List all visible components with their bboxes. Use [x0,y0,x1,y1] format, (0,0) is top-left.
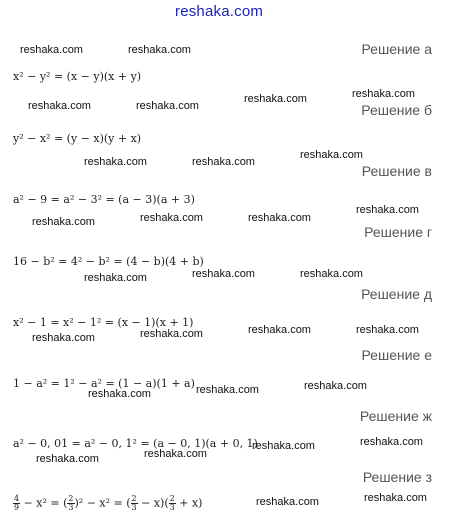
equation-part: − x)( [141,496,169,510]
equation-d: x² − 1 = x² − 1² = (x − 1)(x + 1) [13,316,194,329]
solution-label-b: Решение б [361,102,432,118]
watermark: reshaka.com [140,212,203,224]
equation-z [13,495,202,512]
watermark: reshaka.com [360,436,423,448]
fraction: $\frac{4}{9}$ [14,494,20,512]
solution-label-d: Решение д [361,286,432,302]
watermark: reshaka.com [256,496,319,508]
watermark: reshaka.com [36,453,99,465]
equation-part: − x² = ( [23,496,68,510]
watermark: reshaka.com [248,212,311,224]
watermark: reshaka.com [88,388,151,400]
watermark: reshaka.com [28,100,91,112]
fraction: $\frac{2}{3}$ [68,494,74,512]
equation-v: a² − 9 = a² − 3² = (a − 3)(a + 3) [13,193,195,206]
watermark: reshaka.com [84,156,147,168]
equation-e: 1 − a² = 1² − a² = (1 − a)(1 + a) [13,377,195,390]
solution-label-v: Решение в [361,163,432,179]
watermark: reshaka.com [364,492,427,504]
watermark: reshaka.com [20,44,83,56]
solution-label-a: Решение а [361,41,432,57]
watermark: reshaka.com [304,380,367,392]
solution-label-z: Решение з [362,469,432,485]
watermark: reshaka.com [84,272,147,284]
equation-g: 16 − b² = 4² − b² = (4 − b)(4 + b) [13,255,204,268]
watermark: reshaka.com [300,149,363,161]
solution-label-g: Решение г [364,224,432,240]
solution-label-zh: Решение ж [359,408,432,424]
site-logo[interactable]: reshaka.com [175,3,264,20]
equation-b: y² − x² = (y − x)(y + x) [13,132,142,145]
fraction: $\frac{2}{3}$ [169,494,175,512]
equation-part: )² − x² = ( [74,496,131,510]
equation-a: x² − y² = (x − y)(x + y) [13,70,142,83]
fraction: $\frac{2}{3}$ [131,494,137,512]
watermark: reshaka.com [192,268,255,280]
watermark: reshaka.com [356,324,419,336]
watermark: reshaka.com [144,448,207,460]
watermark: reshaka.com [140,328,203,340]
equation-zh: a² − 0, 01 = a² − 0, 1² = (a − 0, 1)(a + 0, 1) [13,437,258,450]
watermark: reshaka.com [248,324,311,336]
watermark: reshaka.com [136,100,199,112]
watermark: reshaka.com [252,440,315,452]
watermark: reshaka.com [196,384,259,396]
watermark: reshaka.com [244,93,307,105]
watermark: reshaka.com [32,332,95,344]
watermark: reshaka.com [192,156,255,168]
equation-part: + x) [179,496,203,510]
watermark: reshaka.com [356,204,419,216]
watermark: reshaka.com [32,216,95,228]
watermark: reshaka.com [352,88,415,100]
watermark: reshaka.com [300,268,363,280]
solution-label-e: Решение е [361,347,432,363]
watermark: reshaka.com [128,44,191,56]
